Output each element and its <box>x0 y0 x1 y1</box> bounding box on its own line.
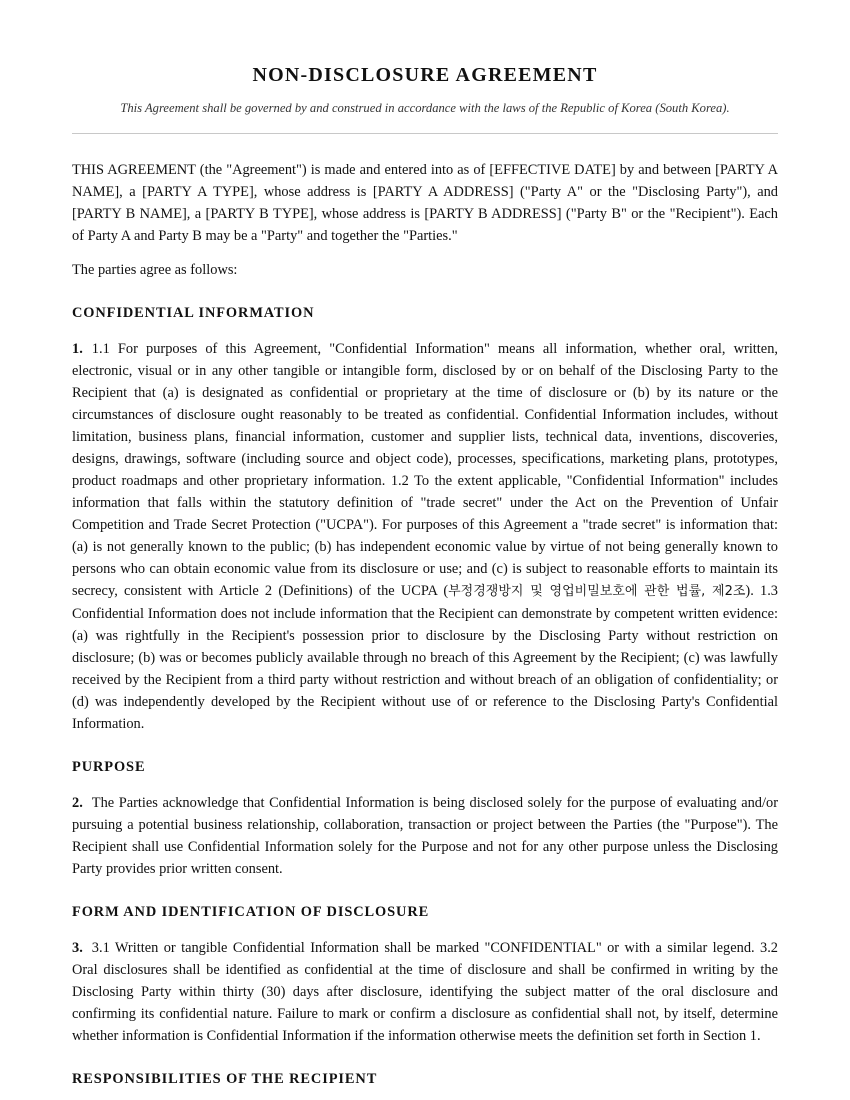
korean-statute-name: 부정경쟁방지 및 영업비밀보호에 관한 법률, 제2조 <box>448 584 746 599</box>
agree-line: The parties agree as follows: <box>72 262 238 278</box>
section-heading-form-and-identification: FORM AND IDENTIFICATION OF DISCLOSURE <box>72 904 430 920</box>
section-heading-confidential-information: CONFIDENTIAL INFORMATION <box>72 305 315 321</box>
clause-number: 2. <box>72 795 83 811</box>
clause-text: 3.1 Written or tangible Confidential Information shall be marked "CONFIDENTIAL" or with a similar legend. 3.2 Oral disclosures shall be identified as confidential at the time of disclosure and shall be confirmed in writing by the Disclosing Party within thirty (30) days after disclosure, identifying the subject matter of the oral disclosure and confirming its confidential nature. Failure to mark or confirm a disclosure as confidential shall not, by itself, determine whether information is Confidential Information if the information otherwise meets the definition set forth in Section 1. <box>72 940 778 1044</box>
clause-number: 1. <box>72 341 83 357</box>
section-heading-responsibilities-of-recipient: RESPONSIBILITIES OF THE RECIPIENT <box>72 1071 378 1087</box>
section-heading-purpose: PURPOSE <box>72 759 146 775</box>
clause-2 <box>72 792 778 880</box>
governing-law-subtitle: This Agreement shall be governed by and construed in accordance with the laws of the Republic of Korea (South Korea). <box>120 101 730 115</box>
clause-1 <box>72 338 778 735</box>
clause-text: The Parties acknowledge that Confidential Information is being disclosed solely for the purpose of evaluating and/or pursuing a potential business relationship, collaboration, transaction or project between the Parties (the "Purpose"). The Recipient shall use Confidential Information solely for the Purpose and not for any other purpose unless the Disclosing Party provides prior written consent. <box>72 795 778 877</box>
document-title: NON-DISCLOSURE AGREEMENT <box>252 64 598 86</box>
intro-paragraph: THIS AGREEMENT (the "Agreement") is made and entered into as of [EFFECTIVE DATE] by and between [PARTY A NAME], a [PARTY A TYPE], whose address is [PARTY A ADDRESS] ("Party A" or the "Disclosing Party"), and [PARTY B NAME], a [PARTY B TYPE], whose address is [PARTY B ADDRESS] ("Party B" or the "Recipient"). Each of Party A and Party B may be a "Party" and together the "Parties." <box>72 162 778 244</box>
clause-3 <box>72 937 778 1047</box>
clause-number: 3. <box>72 940 83 956</box>
clause-text: 1.1 For purposes of this Agreement, "Confidential Information" means all information, whether oral, written, electronic, visual or in any other tangible or intangible form, disclosed by or on behalf of the Disclosing Party to the Recipient that (a) is designated as confidential or proprietary at the time of disclosure or (b) by its nature or the circumstances of disclosure ought reasonably to be treated as confidential. Confidential Information includes, without limitation, business plans, financial information, customer and supplier lists, technical data, inventions, discoveries, designs, drawings, software (including source and object code), processes, specifications, marketing plans, prototypes, product roadmaps and other proprietary information. 1.2 To the extent applicable, "Confidential Information" includes information that falls within the statutory definition of "trade secret" under the Act on the Prevention of Unfair Competition and Trade Secret Protection ("UCPA"). For purposes of this Agreement a "trade secret" is information that: (a) is not generally known to the public; (b) has independent economic value by virtue of not being generally known to persons who can obtain economic value from its disclosure or use; and (c) is subject to reasonable efforts to maintain its secrecy, consistent with Article 2 (Definitions) of the UCPA ( <box>72 341 778 599</box>
document-page <box>72 0 778 1090</box>
header-divider <box>72 133 778 134</box>
clause-text-continued: ). 1.3 Confidential Information does not include information that the Recipient can demonstrate by competent written evidence: (a) was rightfully in the Recipient's possession prior to disclosure by the Disclosing Party without restriction on disclosure; (b) was or becomes publicly available through no breach of this Agreement by the Recipient; (c) was lawfully received by the Recipient from a third party without restriction and without breach of an obligation of confidentiality; or (d) was independently developed by the Recipient without use of or reference to the Disclosing Party's Confidential Information. <box>72 583 778 732</box>
